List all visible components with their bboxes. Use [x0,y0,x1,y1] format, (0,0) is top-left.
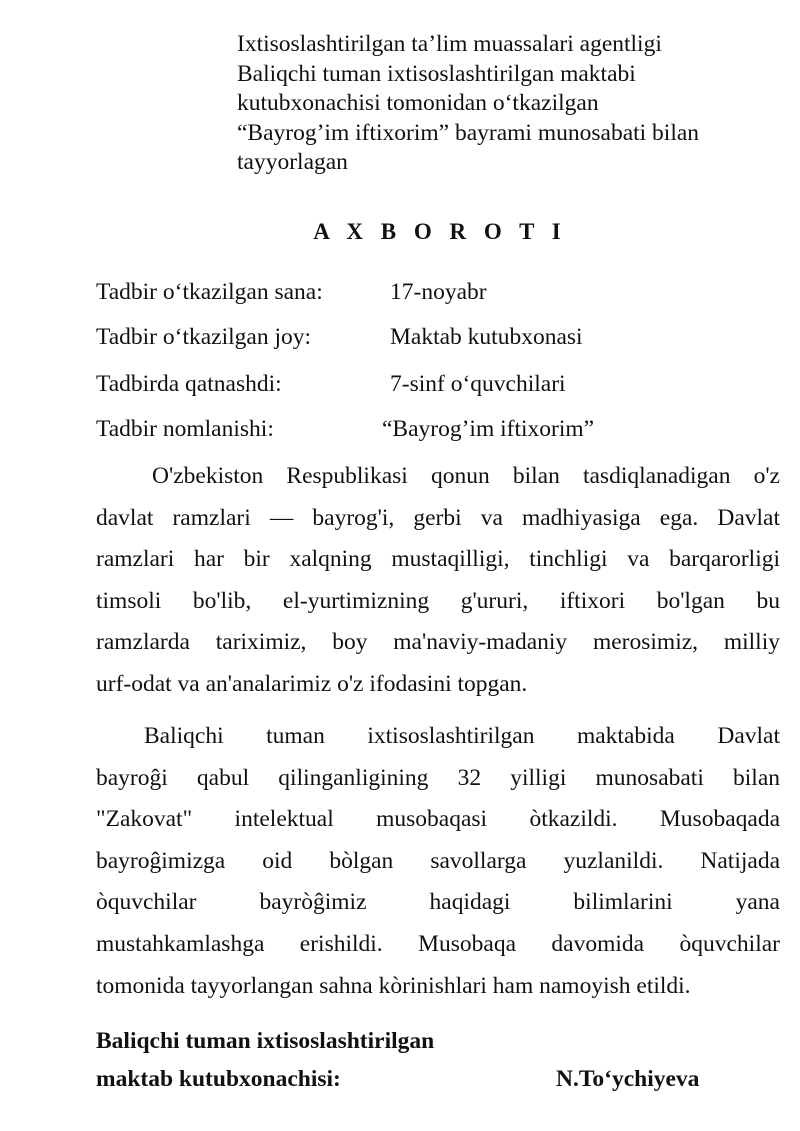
paragraph-line: mustahkamlashga erishildi. Musobaqa davomida òquvchilar [96,930,780,957]
info-label: Tadbir nomlanishi: [96,416,274,442]
header-line: Baliqchi tuman ixtisoslashtirilgan maktabi [237,60,636,87]
info-value: 17-noyabr [390,279,487,305]
info-label: Tadbir o‘tkazilgan joy: [96,324,312,350]
header-line: Ixtisoslashtirilgan ta’lim muassalari agentligi [237,31,662,57]
paragraph-line: bayroĝi qabul qilinganligining 32 yilligi munosabati bilan [96,764,780,791]
info-value: Maktab kutubxonasi [390,324,583,350]
paragraph-line: Baliqchi tuman ixtisoslashtirilgan maktabida Davlat [144,723,780,749]
header-line: tayyorlagan [237,149,348,175]
signature-org: Baliqchi tuman ixtisoslashtirilgan [96,1028,435,1054]
paragraph-line: O'zbekiston Respublikasi qonun bilan tasdiqlanadigan o'z [152,463,780,489]
document-header [237,30,777,178]
header-line: kutubxonachisi tomonidan o‘tkazilgan [237,90,599,116]
signature-position: maktab kutubxonachisi: [96,1066,341,1092]
paragraph-line: timsoli bo'lib, el-yurtimizning g'ururi, iftixori bo'lgan bu [96,587,780,614]
info-label: Tadbir o‘tkazilgan sana: [96,279,323,305]
signature-name: N.To‘ychiyeva [556,1066,700,1092]
header-line: “Bayrog’im iftixorim” bayrami munosabati bilan [237,119,700,146]
body-paragraph [96,456,780,706]
paragraph-line: tomonida tayyorlangan sahna kòrinishlari ham namoyish etildi. [96,972,691,999]
paragraph-line: ramzlarda tariximiz, boy ma'naviy-madaniy merosimiz, milliy [96,629,780,656]
body-paragraph [96,716,780,1007]
paragraph-line: "Zakovat" intelektual musobaqasi òtkazildi. Musobaqada [96,806,780,833]
info-label: Tadbirda qatnashdi: [96,371,282,397]
paragraph-line: ramzlari har bir xalqning mustaqilligi, tinchligi va barqarorligi [96,546,780,573]
info-value: 7-sinf o‘quvchilari [390,371,566,397]
paragraph-line: urf-odat va an'analarimiz o'z ifodasini topgan. [96,670,528,697]
document-title: A X B O R O T I [313,219,567,244]
info-value: “Bayrog’im iftixorim” [382,416,595,442]
paragraph-line: davlat ramzlari — bayrog'i, gerbi va madhiyasiga ega. Davlat [96,504,780,531]
paragraph-line: òquvchilar bayròĝimiz haqidagi bilimlarini yana [96,889,780,916]
paragraph-line: bayroĝimizga oid bòlgan savollarga yuzlanildi. Natijada [96,847,780,874]
